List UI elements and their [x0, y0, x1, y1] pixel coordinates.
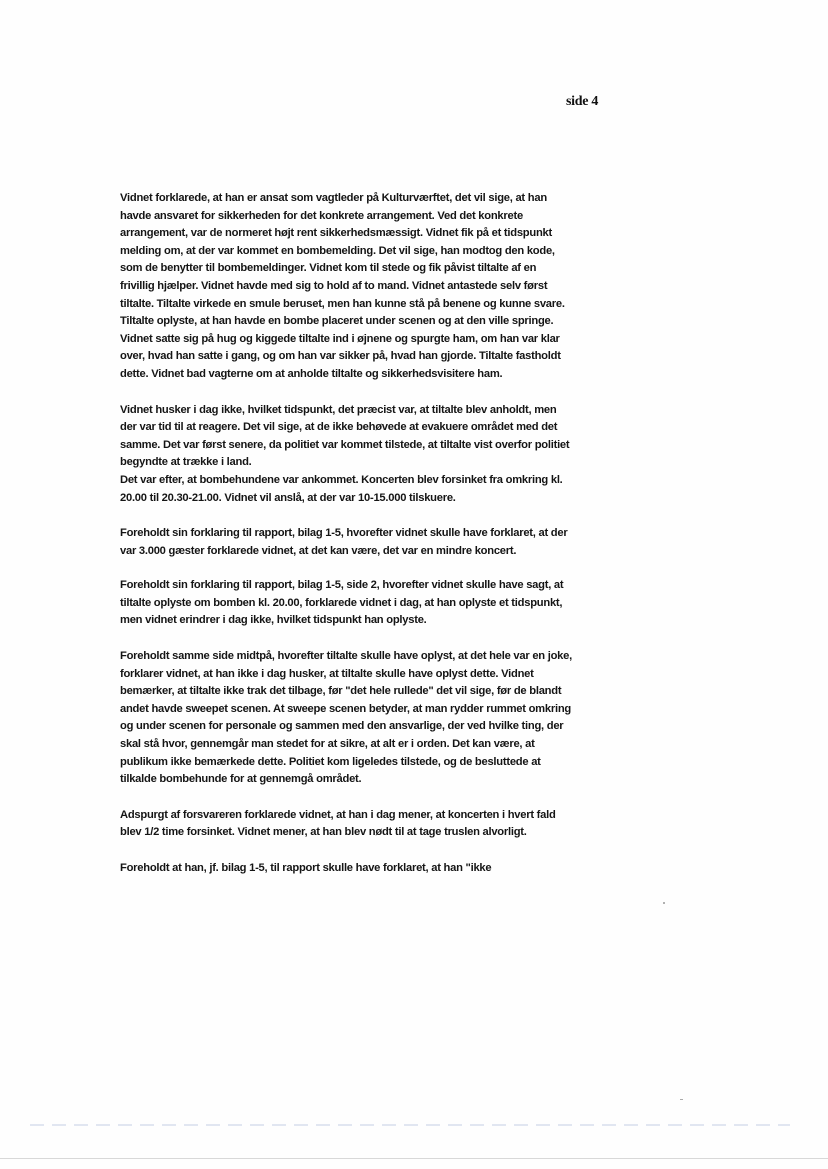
scan-artifact [663, 902, 665, 904]
paragraph-witness-statement: Vidnet forklarede, at han er ansat som vagtleder på Kulturværftet, det vil sige, at han havde ansvaret for sikkerheden for det konkrete arrangement. Ved det konkrete arrangement, var de normeret højt rent sikkerhedsmæssigt. Vidnet fik på et tidspunkt melding om, at der var kommet en bombemelding. Det vil sige, han modtog den kode, som de benytter til bombemeldinger. Vidnet kom til stede og fik påvist tiltalte af en frivillig hjælper. Vidnet havde med sig to hold af to mand. Vidnet antastede selv først tiltalte. Tiltalte virkede en smule beruset, men han kunne stå på benene og kunne svare. Tiltalte oplyste, at han havde en bombe placeret under scenen og at den ville springe. Vidnet satte sig på hug og kiggede tiltalte ind i øjnene og spurgte ham, om han var klar over, hvad han satte i gang, og om han var sikker på, hvad han gjorde. Tiltalte fastholdt dette. Vidnet bad vagterne om at anholde tiltalte og sikkerhedsvisitere ham. [120, 192, 565, 380]
paragraph-guest-count: Foreholdt sin forklaring til rapport, bilag 1-5, hvorefter vidnet skulle have forklaret, at der var 3.000 gæster forklarede vidnet, at det kan være, det var en mindre koncert. [120, 527, 568, 557]
paragraph-concert-delay: Det var efter, at bombehundene var ankommet. Koncerten blev forsinket fra omkring kl. 20.00 til 20.30-21.00. Vidnet vil anslå, at der var 10-15.000 tilskuere. [120, 473, 563, 504]
page-bottom-edge [0, 1158, 828, 1159]
page-number: side 4 [566, 94, 599, 109]
paragraph-time-of-arrest: Vidnet husker i dag ikke, hvilket tidspunkt, det præcist var, at tiltalte blev anholdt, men der var tid til at reagere. Det vil sige, at de ikke behøvede at evakuere området med det samme. Det var først senere, da politiet var kommet tilstede, at tiltalte vist overfor politiet begyndte at trække i land. [120, 403, 570, 469]
paragraph-report-reference: Foreholdt at han, jf. bilag 1-5, til rapport skulle have forklaret, at han "ikke [120, 862, 492, 874]
paragraph-joke-claim: Foreholdt samme side midtpå, hvorefter tiltalte skulle have oplyst, at det hele var en joke, forklarer vidnet, at han ikke i dag husker, at tiltalte skulle have oplyst dette. Vidnet bemærker, at tiltalte ikke trak det tilbage, før "det hele rullede" det vil sige, før de blandt andet havde sweepet scenen. At sweepe scenen betyder, at man rydder rummet omkring og under scenen for personale og sammen med den ansvarlige, der ved hvilke ting, der skal stå hvor, gennemgår man stedet for at sikre, at alt er i orden. Det kan være, at publikum ikke bemærkede dette. Politiet kom ligeledes tilstede, og de besluttede at tilkalde bombehunde for at gennemgå området. [120, 650, 572, 786]
paragraph-bomb-time: Foreholdt sin forklaring til rapport, bilag 1-5, side 2, hvorefter vidnet skulle have sagt, at tiltalte oplyste om bomben kl. 20.00, forklarede vidnet i dag, at han oplyste et tidspunkt, men vidnet erindrer i dag ikke, hvilket tidspunkt han oplyste. [120, 579, 564, 627]
paragraph-defense-question: Adspurgt af forsvareren forklarede vidnet, at han i dag mener, at koncerten i hvert fald blev 1/2 time forsinket. Vidnet mener, at han blev nødt til at tage truslen alvorligt. [120, 808, 556, 839]
document-body [120, 190, 572, 878]
scan-streak [30, 1124, 790, 1126]
scan-artifact [680, 1099, 683, 1100]
